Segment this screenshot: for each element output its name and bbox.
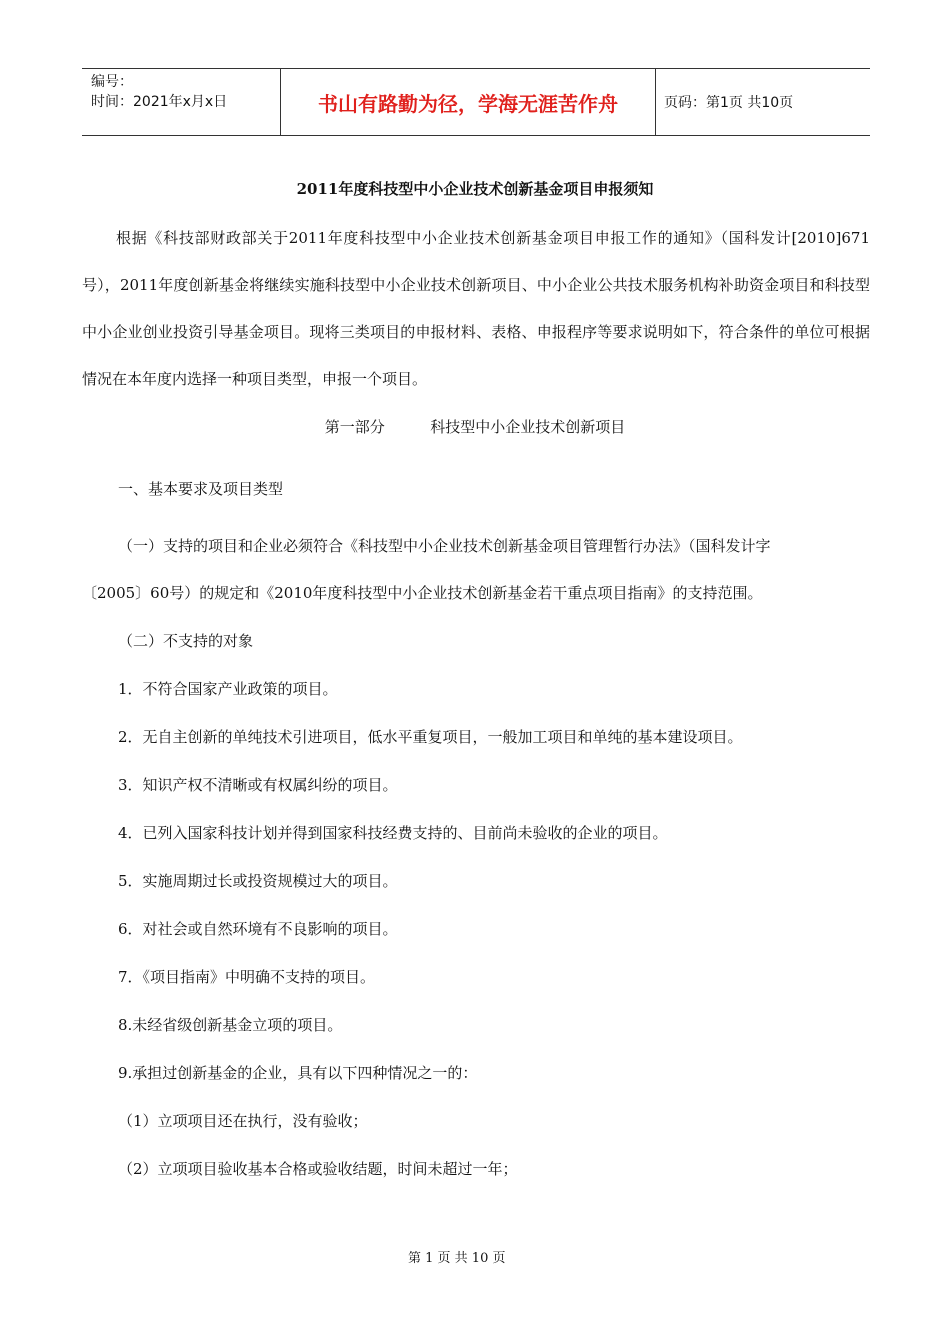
item1-line1: （一）支持的项目和企业必须符合《科技型中小企业技术创新基金项目管理暂行办法》（国科发计字 (118, 537, 771, 555)
list-item: 2．无自主创新的单纯技术引进项目，低水平重复项目，一般加工项目和单纯的基本建设项目。 (118, 728, 743, 746)
list-item: （2）立项项目验收基本合格或验收结题，时间未超过一年； (118, 1160, 518, 1178)
intro-paragraph-block (82, 215, 870, 403)
header-table (82, 68, 870, 136)
number-label: 编号： (91, 74, 133, 90)
footer-page-number: 第 1 页 共 10 页 (408, 1251, 506, 1266)
list-item: （1）立项项目还在执行，没有验收； (118, 1112, 368, 1130)
header-info-cell (82, 69, 281, 135)
section-part: 第一部分 (324, 418, 385, 436)
motto-cell (281, 69, 656, 135)
motto-text: 书山有路勤为径，学海无涯苦作舟 (318, 91, 618, 116)
list-item: 3．知识产权不清晰或有权属纠纷的项目。 (118, 776, 398, 794)
time-label: 时间：2021年x月x日 (91, 94, 228, 110)
intro-paragraph: 根据《科技部财政部关于2011年度科技型中小企业技术创新基金项目申报工作的通知》（国科发计[2010]671号），2011年度创新基金将继续实施科技型中小企业技术创新项目、中小企业公共技术服务机构补助资金项目和科技型中小企业创业投资引导基金项目。现将三类项目的申报材料、表格、申报程序等要求说明如下，符合条件的单位可根据情况在本年度内选择一种项目类型，申报一个项目。 (82, 229, 870, 388)
page-footer (0, 1247, 950, 1266)
page-info-cell (656, 69, 870, 135)
page-info-text: 页码：第1页 共10页 (664, 95, 794, 111)
list-item: 9.承担过创新基金的企业，具有以下四种情况之一的： (118, 1064, 478, 1082)
item1-line2: 〔2005〕60号）的规定和《2010年度科技型中小企业技术创新基金若干重点项目指南》的支持范围。 (82, 584, 763, 602)
section-name: 科技型中小企业技术创新项目 (430, 418, 626, 436)
list-item: 7．《项目指南》中明确不支持的项目。 (118, 968, 376, 986)
list-item: 4．已列入国家科技计划并得到国家科技经费支持的、目前尚未验收的企业的项目。 (118, 824, 668, 842)
list-item: 8.未经省级创新基金立项的项目。 (118, 1016, 343, 1034)
section-heading (0, 416, 950, 437)
heading-basic-requirements: 一、基本要求及项目类型 (118, 480, 284, 498)
list-item: 6．对社会或自然环境有不良影响的项目。 (118, 920, 398, 938)
list-item: 1．不符合国家产业政策的项目。 (118, 680, 338, 698)
document-title: 2011年度科技型中小企业技术创新基金项目申报须知 (296, 180, 654, 198)
list-item: 5．实施周期过长或投资规模过大的项目。 (118, 872, 398, 890)
item2-heading: （二）不支持的对象 (118, 632, 254, 650)
